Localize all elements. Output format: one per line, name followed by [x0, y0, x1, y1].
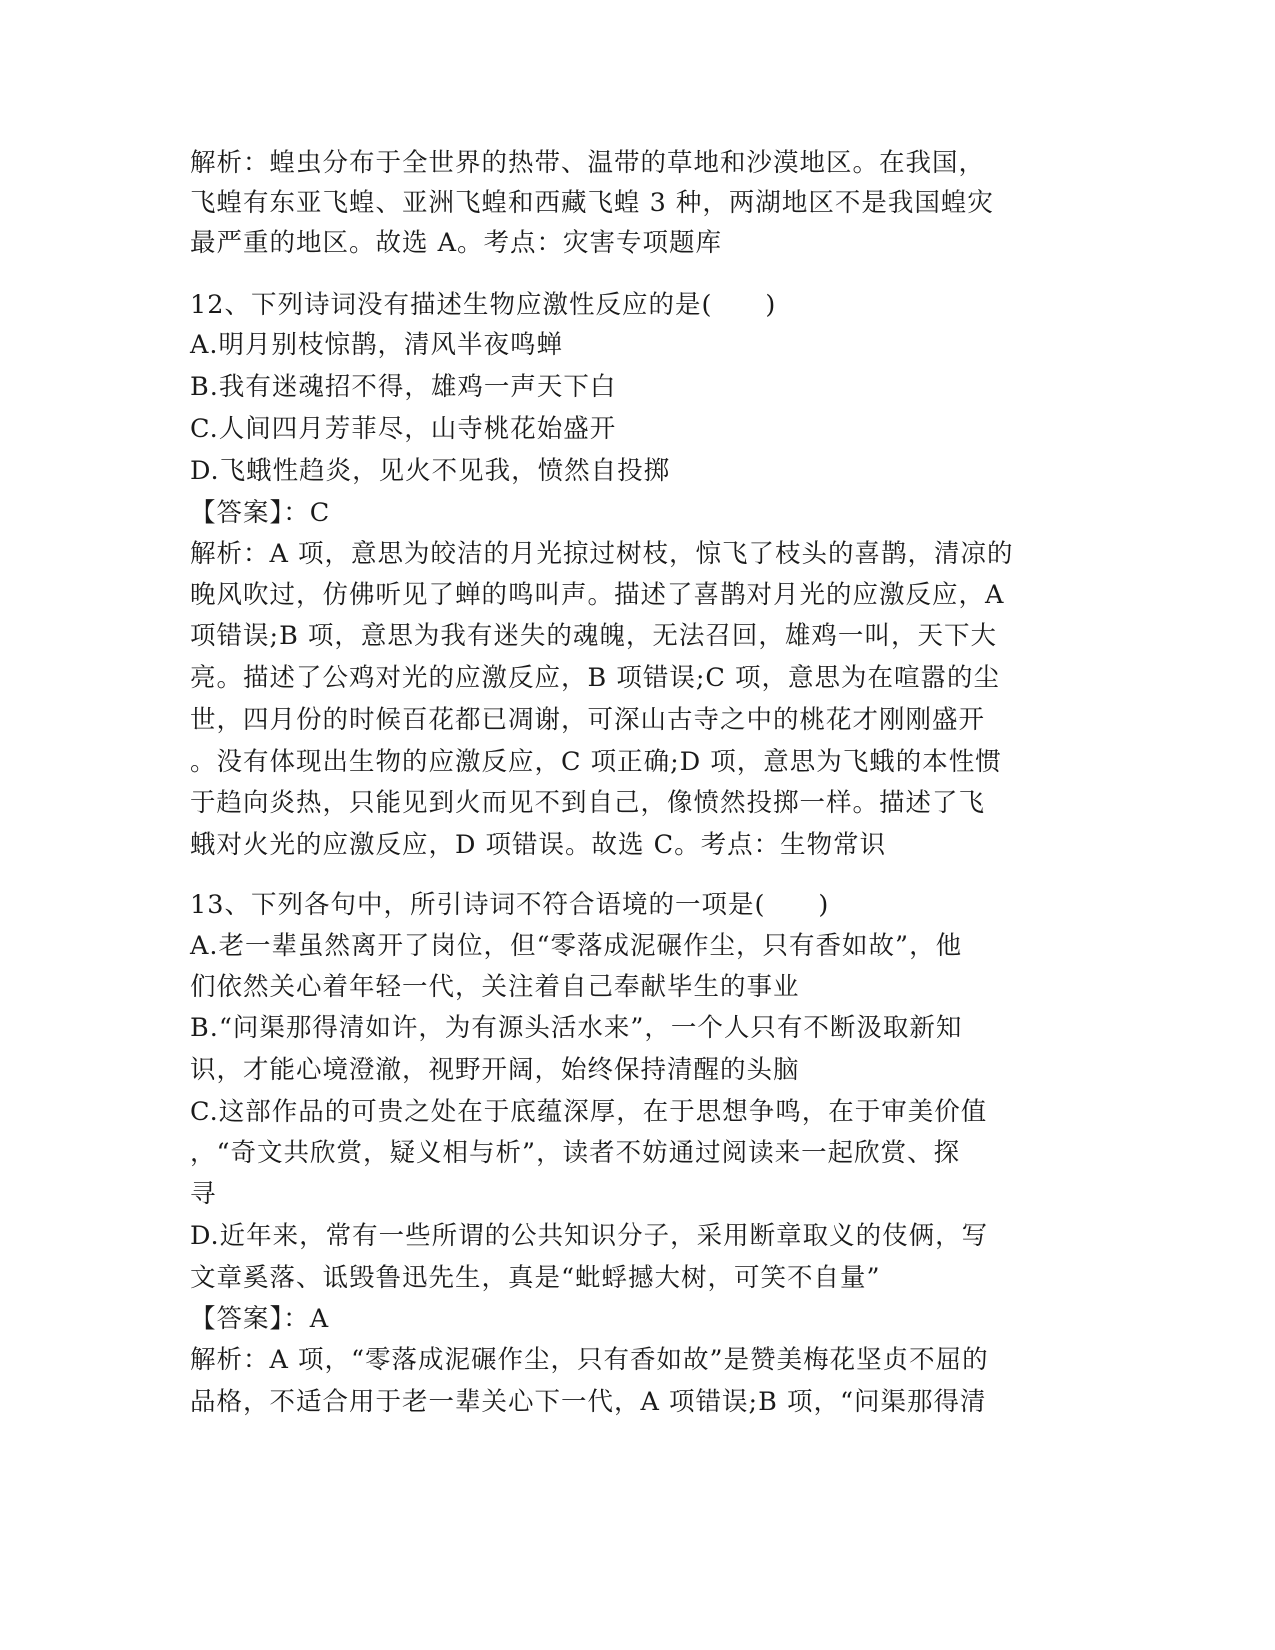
question-12-analysis-line: 晚风吹过，仿佛听见了蝉的鸣叫声。描述了喜鹊对月光的应激反应，A	[190, 580, 1005, 610]
question-13-option-b: B.“问渠那得清如许，为有源头活水来”，一个人只有不断汲取新知	[190, 1013, 963, 1043]
question-13-analysis-line: 品格，不适合用于老一辈关心下一代，A 项错误;B 项，“问渠那得清	[190, 1387, 987, 1417]
question-12-option-d: D.飞蛾性趋炎，见火不见我，愤然自投掷	[190, 456, 671, 486]
question-12-analysis-line: 于趋向炎热，只能见到火而见不到自己，像愤然投掷一样。描述了飞	[190, 788, 986, 818]
question-13-title: 13、下列各句中，所引诗词不符合语境的一项是( )	[190, 890, 830, 920]
question-12-analysis-line: 。没有体现出生物的应激反应，C 项正确;D 项，意思为飞蛾的本性惯	[190, 747, 1002, 777]
question-12-analysis-line: 解析：A 项，意思为皎洁的月光掠过树枝，惊飞了枝头的喜鹊，清凉的	[190, 539, 1014, 569]
question-12-analysis-line: 亮。描述了公鸡对光的应激反应，B 项错误;C 项，意思为在喧嚣的尘	[190, 663, 1001, 693]
question-12-analysis-line: 蛾对火光的应激反应，D 项错误。故选 C。考点：生物常识	[190, 830, 887, 860]
question-12-option-c: C.人间四月芳菲尽，山寺桃花始盛开	[190, 414, 617, 444]
question-13-option-b-cont: 识，才能心境澄澈，视野开阔，始终保持清醒的头脑	[190, 1055, 800, 1085]
question-12-analysis-line: 世，四月份的时候百花都已凋谢，可深山古寺之中的桃花才刚刚盛开	[190, 705, 986, 735]
question-13-answer: 【答案】：A	[190, 1304, 330, 1334]
question-12-answer: 【答案】：C	[190, 498, 331, 528]
question-12-title: 12、下列诗词没有描述生物应激性反应的是( )	[190, 290, 777, 320]
question-13-option-a-cont: 们依然关心着年轻一代，关注着自己奉献毕生的事业	[190, 972, 800, 1002]
question-13-analysis-line: 解析：A 项，“零落成泥碾作尘，只有香如故”是赞美梅花坚贞不屈的	[190, 1345, 989, 1375]
question-13-option-d-cont: 文章奚落、诋毁鲁迅先生，真是“蚍蜉撼大树，可笑不自量”	[190, 1263, 881, 1293]
question-13-option-d: D.近年来，常有一些所谓的公共知识分子，采用断章取义的伎俩，写	[190, 1221, 989, 1251]
question-12-option-a: A.明月别枝惊鹊，清风半夜鸣蝉	[190, 330, 564, 360]
analysis-line: 解析：蝗虫分布于全世界的热带、温带的草地和沙漠地区。在我国，	[190, 148, 986, 178]
question-13-option-c-cont: ，“奇文共欣赏，疑义相与析”，读者不妨通过阅读来一起欣赏、探	[190, 1138, 961, 1168]
question-12-option-b: B.我有迷魂招不得，雄鸡一声天下白	[190, 372, 617, 402]
question-13-option-c-cont: 寻	[190, 1179, 217, 1209]
question-13-option-c: C.这部作品的可贵之处在于底蕴深厚，在于思想争鸣，在于审美价值	[190, 1097, 988, 1127]
analysis-line: 飞蝗有东亚飞蝗、亚洲飞蝗和西藏飞蝗 3 种，两湖地区不是我国蝗灾	[190, 188, 994, 218]
question-12-analysis-line: 项错误;B 项，意思为我有迷失的魂魄，无法召回，雄鸡一叫，天下大	[190, 621, 997, 651]
analysis-line: 最严重的地区。故选 A。考点：灾害专项题库	[190, 228, 723, 258]
question-13-option-a: A.老一辈虽然离开了岗位，但“零落成泥碾作尘，只有香如故”，他	[190, 931, 963, 961]
